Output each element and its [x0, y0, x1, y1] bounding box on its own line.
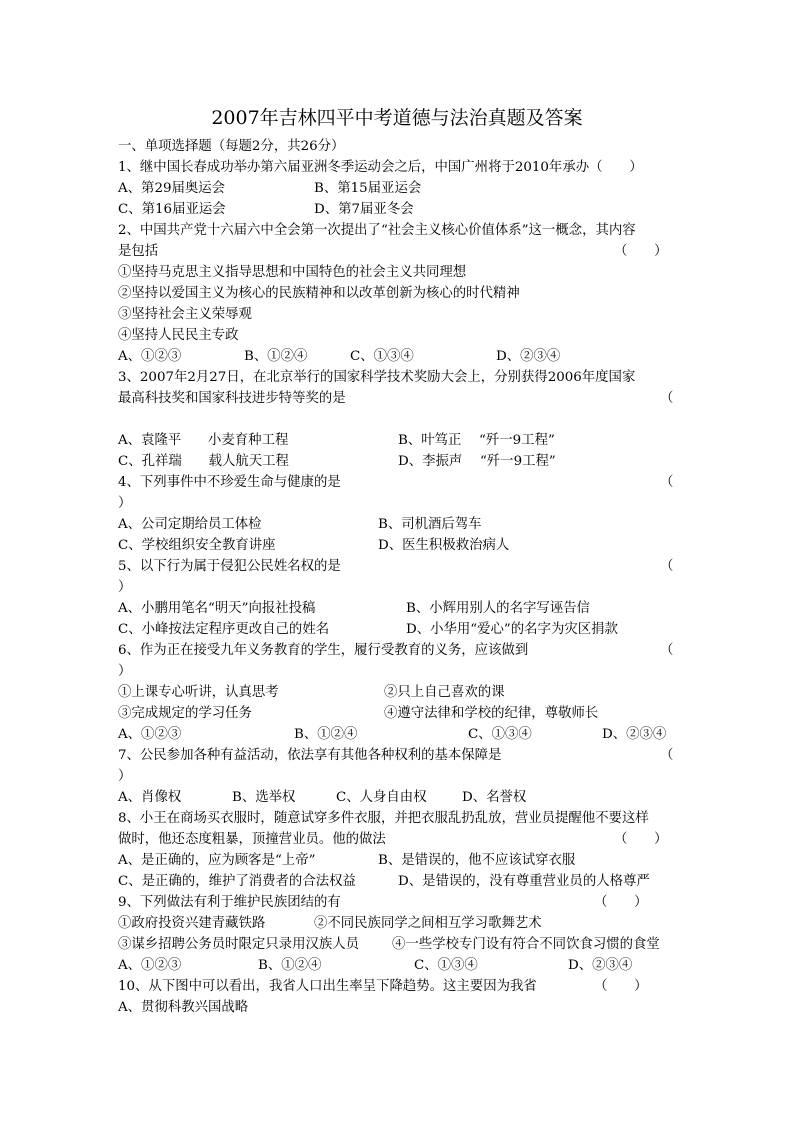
q3-stem-line1: 3、2007年2月27日，在北京举行的国家科学技术奖励大会上，分别获得2006年度国家	[118, 370, 636, 385]
q8-stem-line2: 做时，他还态度粗暴，顶撞营业员。他的做法	[118, 832, 386, 847]
q4-answer-paren-close: ）	[118, 496, 132, 511]
q4-stem: 4、下列事件中不珍爱生命与健康的是	[118, 475, 341, 490]
q6-stem: 6、作为正在接受九年义务教育的学生，履行受教育的义务，应该做到	[118, 643, 529, 658]
q2-option-b: B、①②④	[244, 349, 308, 364]
q7-option-a: A、肖像权	[118, 790, 182, 805]
q2-option-d: D、②③④	[496, 349, 561, 364]
q9-stem: 9、下列做法有利于维护民族团结的有	[118, 895, 341, 910]
q6-item-1: ①上课专心听讲，认真思考	[118, 685, 279, 700]
q5-option-c: C、小峰按法定程序更改自己的姓名	[118, 622, 330, 637]
q1-option-b: B、第15届亚运会	[314, 181, 422, 196]
q3-answer-paren: （	[660, 391, 674, 406]
q8-stem-line1: 8、小王在商场买衣服时，随意试穿多件衣服，并把衣服乱扔乱放，营业员提醒他不要这样	[118, 811, 649, 826]
q2-item-1: ①坚持马克思主义指导思想和中国特色的社会主义共同理想	[118, 265, 467, 280]
section-heading: 一、单项选择题（每题2分，共26分）	[118, 139, 345, 154]
q9-item-3: ③谋乡招聘公务员时限定只录用汉族人员	[118, 937, 360, 952]
q6-answer-paren-close: ）	[118, 664, 132, 679]
q8-option-a: A、是正确的，应为顾客是“上帝”	[118, 853, 316, 868]
q2-stem-line2: 是包括	[118, 244, 159, 259]
q2-option-a: A、①②③	[118, 349, 182, 364]
q1-option-d: D、第7届亚冬会	[314, 202, 414, 217]
q6-answer-paren: （	[660, 643, 674, 658]
q8-option-d: D、是错误的，没有尊重营业员的人格尊严	[398, 874, 650, 889]
q9-item-1: ①政府投资兴建青藏铁路	[118, 916, 266, 931]
q7-answer-paren: （	[660, 748, 674, 763]
q4-option-a: A、公司定期给员工体检	[118, 517, 262, 532]
q8-answer-paren: （ ）	[614, 832, 668, 847]
q3-option-b: B、叶笃正 “歼一9工程”	[398, 433, 555, 448]
q7-option-c: C、人身自由权	[336, 790, 427, 805]
q3-option-c: C、孔祥瑞 载人航天工程	[118, 454, 289, 469]
q7-option-d: D、名誉权	[462, 790, 527, 805]
q9-option-b: B、①②④	[258, 958, 322, 973]
q5-answer-paren: （	[660, 559, 674, 574]
q10-answer-paren: （ ）	[594, 979, 648, 994]
q2-item-3: ③坚持社会主义荣辱观	[118, 307, 252, 322]
q1-option-c: C、第16届亚运会	[118, 202, 226, 217]
q9-option-c: C、①③④	[414, 958, 478, 973]
q4-option-c: C、学校组织安全教育讲座	[118, 538, 276, 553]
q2-item-4: ④坚持人民民主专政	[118, 328, 239, 343]
q8-option-c: C、是正确的，维护了消费者的合法权益	[118, 874, 356, 889]
q6-option-a: A、①②③	[118, 727, 182, 742]
q10-stem: 10、从下图中可以看出，我省人口出生率呈下降趋势。这主要因为我省	[118, 979, 537, 994]
q8-option-b: B、是错误的，他不应该试穿衣服	[378, 853, 576, 868]
q6-option-d: D、②③④	[602, 727, 667, 742]
q1-option-a: A、第29届奥运会	[118, 181, 226, 196]
page-title: 2007年吉林四平中考道德与法治真题及答案	[211, 107, 583, 129]
q6-item-3: ③完成规定的学习任务	[118, 706, 252, 721]
q7-answer-paren-close: ）	[118, 769, 132, 784]
q3-stem-line2: 最高科技奖和国家科技进步特等奖的是	[118, 391, 346, 406]
q6-item-2: ②只上自己喜欢的课	[384, 685, 505, 700]
q5-option-a: A、小鹏用笔名“明天”向报社投稿	[118, 601, 316, 616]
q4-answer-paren: （	[660, 475, 674, 490]
q6-option-b: B、①②④	[294, 727, 358, 742]
q7-stem: 7、公民参加各种有益活动，依法享有其他各种权利的基本保障是	[118, 748, 502, 763]
q5-option-d: D、小华用“爱心”的名字为灾区捐款	[406, 622, 618, 637]
q1-stem: 1、继中国长春成功举办第六届亚洲冬季运动会之后，中国广州将于2010年承办（ ）	[118, 160, 643, 175]
q2-option-c: C、①③④	[350, 349, 414, 364]
q5-stem: 5、以下行为属于侵犯公民姓名权的是	[118, 559, 341, 574]
q2-stem-line1: 2、中国共产党十六届六中全会第一次提出了“社会主义核心价值体系”这一概念，其内容	[118, 223, 636, 238]
q4-option-b: B、司机酒后驾车	[378, 517, 482, 532]
q2-item-2: ②坚持以爱国主义为核心的民族精神和以改革创新为核心的时代精神	[118, 286, 520, 301]
q3-option-a: A、袁隆平 小麦育种工程	[118, 433, 289, 448]
q10-option-a: A、贯彻科教兴国战略	[118, 1000, 249, 1015]
q6-option-c: C、①③④	[468, 727, 532, 742]
q3-option-d: D、李振声 “歼一9工程”	[398, 454, 556, 469]
q5-option-b: B、小辉用别人的名字写诬告信	[406, 601, 590, 616]
q5-answer-paren-close: ）	[118, 580, 132, 595]
q9-option-a: A、①②③	[118, 958, 182, 973]
q7-option-b: B、选举权	[232, 790, 296, 805]
q9-item-2: ②不同民族同学之间相互学习歌舞艺术	[314, 916, 542, 931]
q4-option-d: D、医生积极救治病人	[378, 538, 510, 553]
q2-answer-paren: （ ）	[614, 244, 668, 259]
q9-item-4: ④一些学校专门设有符合不同饮食习惯的食堂	[392, 937, 660, 952]
q9-option-d: D、②③④	[568, 958, 633, 973]
q9-answer-paren: （ ）	[594, 895, 648, 910]
q6-item-4: ④遵守法律和学校的纪律，尊敬师长	[384, 706, 599, 721]
